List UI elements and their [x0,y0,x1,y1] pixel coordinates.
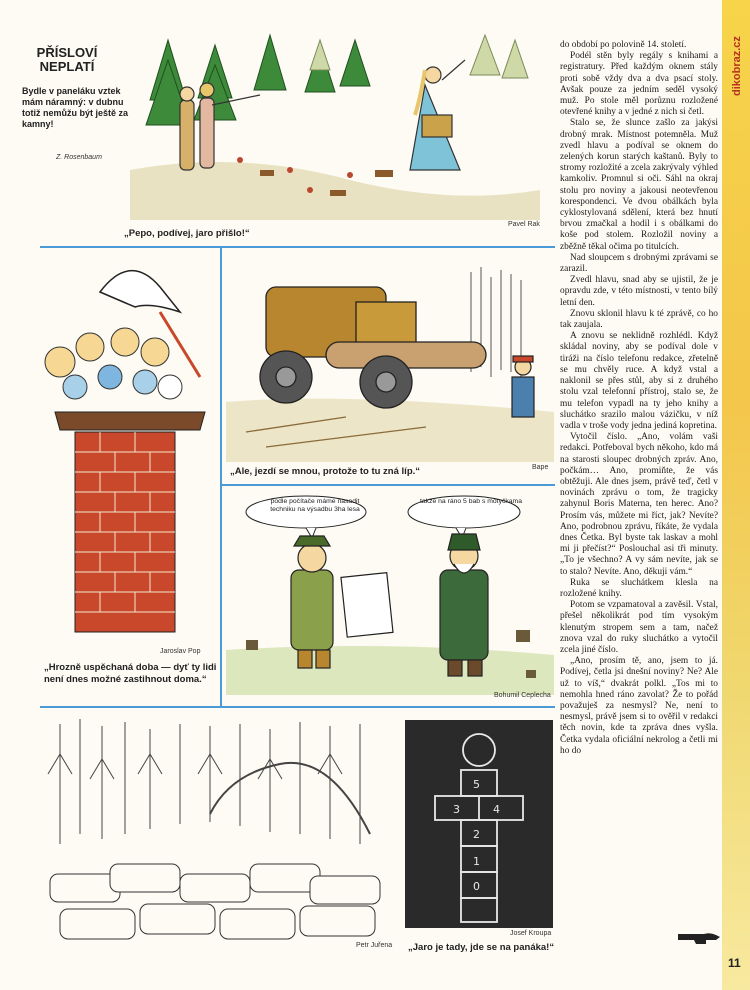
rule-bottom [40,706,555,708]
rule-top [40,246,555,248]
cartoon-1-artist: Pavel Rak [508,221,540,228]
story-paragraph: Zvedl hlavu, snad aby se ujistil, že je opravdu zde, v této místnosti, v tento bílý letní den. [560,275,718,308]
cartoon-spring-forest [120,20,550,225]
cartoon-traffic-forest [40,714,395,949]
story-paragraph: Stalo se, že slunce zašlo za jakýsi drobný mrak. Místnost potemněla. Muž zvedl hlavu a podíval se oknem do zelených korun starých kaštanů. Byly to stromy rozložité a zcela zakrývaly výhled kamkoliv. Promnul si oči. Sáhl na okraj stolu pro noviny a jakousi neotevřenou korespondenci. Ve dvou obálkách byla cyklostylovaná sdělení, která bez hnutí brvou zmačkal a hodil i s obálkami do koše pod stolem. Rozložil noviny a zběžně těkal očima po titulcích. [560,118,718,252]
svg-text:3: 3 [453,803,460,816]
svg-text:5: 5 [473,778,480,791]
cartoon-2-artist: Jaroslav Pop [160,648,201,655]
story-paragraph: Vytočil číslo. „Ano, volám vaši redakci. Potřeboval bych někoho, kdo má na starosti sloupec drobných zpráv. Ano, počkám… Ano, promiňte, že vás obtěžuji. Ale dnes jsem, právě teď, četl v novinách zprávu o tom, že tragicky zahynul Boris Materna, ten herec. Ano? Prosím vás, můžete mi říct, jak? Nevíte? Ano, podrobnou zprávu, říkáte, že vydala dnes Četka. Byl byste tak laskav a mohl mi ji přečíst?“ Poslouchal asi tři minuty. „To je všechno? A vy sám nevíte, jak se to stalo? Nevíte. Ano, děkuji vám.“ [560,432,718,577]
proverb-author: Z. Rosenbaum [56,154,102,161]
story-paragraph: do období po polovině 14. století. [560,40,687,50]
watermark-logo [726,10,746,100]
cartoon-stork-chimney [40,252,218,642]
cartoon-log-tractor [226,252,554,462]
cartoon-3-artist: Bape [532,464,549,471]
cartoon-6-caption: „Jaro je tady, jde se na panáka!“ [408,942,555,953]
story-column [560,40,718,757]
story-paragraph: A znovu se neklidně rozhlédl. Když skládal noviny, aby se podíval dole v tiráži na číslo telefonu redakce, zřetelně se mu chvěly ruce. A když vstal a naklonil se přes stůl, aby si z druhého stolu vzal telefonní přístroj, stalo se, že mu telefon vypadl na ty jeho knihy a sluchátko srazilo malou vázičku, v níž vadla v troše vody jedna jediná kopretina. [560,331,718,431]
cartoon-4-artist: Bohumil Ceplecha [494,692,551,699]
rule-vertical-mid [220,246,222,706]
svg-text:1: 1 [473,855,480,868]
proverb-text: Bydle v paneláku vztek mám náramný: v dubnu totiž nemůžu být ještě za kamny! [22,86,129,129]
svg-text:0: 0 [473,880,480,893]
story-paragraph: Podél stěn byly regály s knihami a registratury. Před každým oknem stály proti sobě vždy dva a dva psací stoly. Avšak pouze za jedním seděl vysoký muž. Po stole měl porůznu rozložené otevřené knihy a v jedné z nich si četl. [560,51,718,118]
bubble-right-text: takže na ráno 5 bab s motyčkama [419,498,522,505]
cartoon-1-caption: „Pepo, podívej, jaro přišlo!“ [124,228,250,239]
svg-text:2: 2 [473,828,480,841]
proverb-title: PŘÍSLOVÍ NEPLATÍ [36,45,98,74]
story-paragraph: Potom se vzpamatoval a zavěsil. Vstal, přešel několikrát pod tím vysokým klenutým stropem sem a tam, načež znova vzal do ruky sluchátko a vytočil zcela jiné číslo. [560,600,718,655]
cartoon-2-caption: „Hrozně uspěchaná doba — dyť ty lidi není dnes možné zastihnout doma.“ [44,662,217,685]
story-paragraph: Znovu sklonil hlavu k té zprávě, co ho tak zaujala. [560,308,718,331]
story-paragraph: „Ano, prosím tě, ano, jsem to já. Podívej, četla jsi dnešní noviny? Ne? Ale už to víš,“ dvakrát polkl. „Tos mi to nemohla hned ráno zavolat? Že to pořád považuješ za nesmysl? Ne, není to nesmysl, právě jsem si to ověřil v redakci těch novin, kde ta zpráva dnes vyšla. Četka vydala oficiální nekrolog a četli mi ho do [560,656,718,756]
side-color-strip [722,0,750,990]
pointing-hand-icon [676,926,722,948]
story-paragraph: Nad sloupcem s drobnými zprávami se zarazil. [560,252,718,275]
cartoon-5-artist: Petr Juřena [356,942,393,949]
bubble-left-text: podle počítače máme nasadit techniku na výsadbu 3ha lesa [270,498,360,513]
watermark-text: dikobraz.cz [731,36,743,96]
page-number: 11 [728,956,741,970]
cartoon-foresters [226,490,554,695]
story-paragraph: Ruka se sluchátkem klesla na rozložené knihy. [560,577,718,599]
rule-right-mid [222,484,555,486]
cartoon-hopscotch [405,720,553,928]
cartoon-6-artist: Josef Kroupa [510,930,552,937]
cartoon-3-caption: „Ale, jezdí se mnou, protože to tu zná líp.“ [230,466,421,477]
svg-text:4: 4 [493,803,500,816]
